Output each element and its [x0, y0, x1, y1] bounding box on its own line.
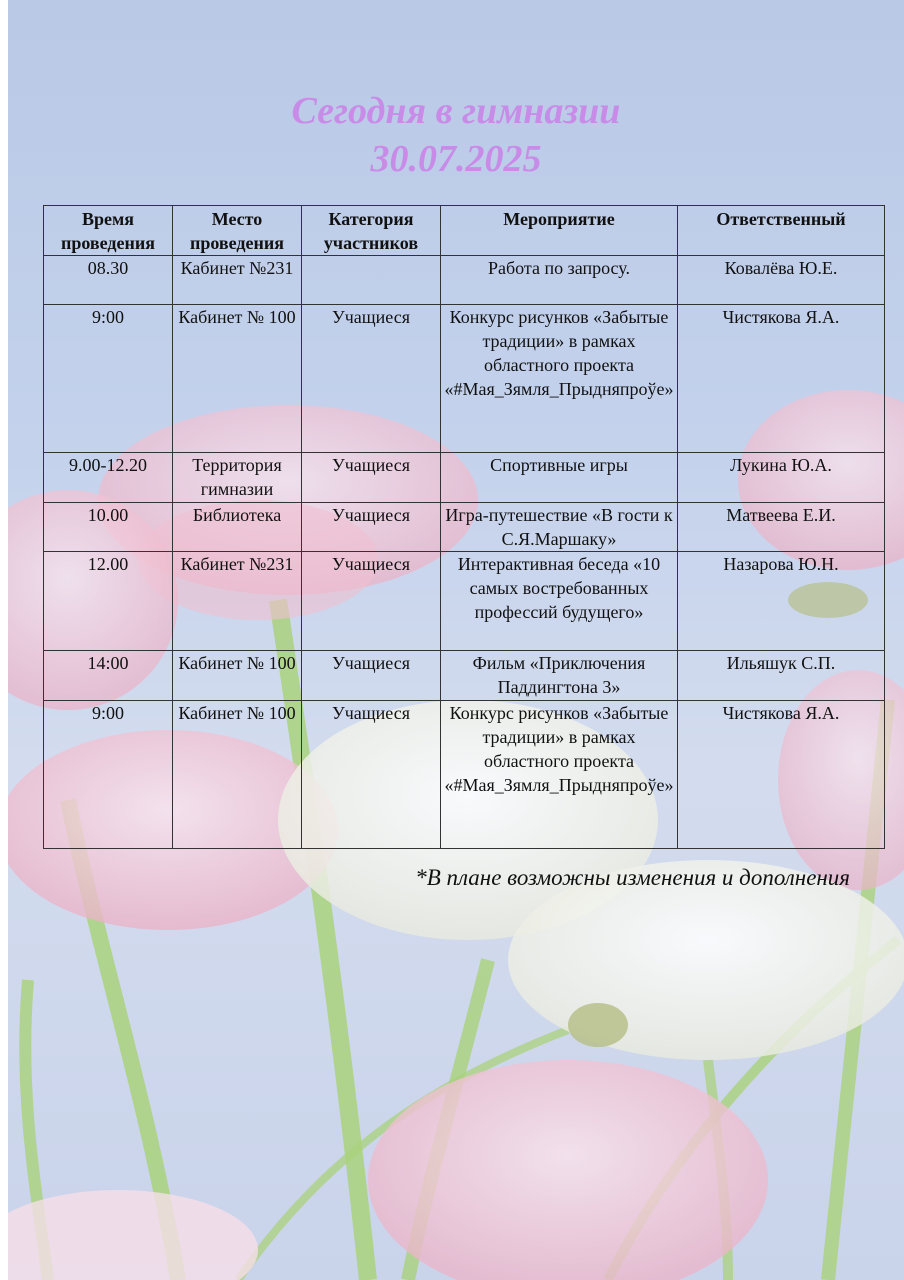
- cell-event: Фильм «Приключения Паддингтона 3»: [441, 651, 678, 701]
- cell-responsible: Чистякова Я.А.: [678, 305, 885, 453]
- table-row: [44, 503, 885, 552]
- page-date: 30.07.2025: [370, 138, 542, 180]
- cell-responsible: Чистякова Я.А.: [678, 701, 885, 849]
- cell-event: Работа по запросу.: [441, 256, 678, 305]
- table-row: [44, 453, 885, 503]
- column-header-category: Категория участников: [302, 206, 441, 256]
- cell-time: 9:00: [44, 701, 173, 849]
- cell-responsible: Ильяшук С.П.: [678, 651, 885, 701]
- cell-event: Интерактивная беседа «10 самых востребованных профессий будущего»: [441, 552, 678, 651]
- cell-category: Учащиеся: [302, 701, 441, 849]
- cell-place: Кабинет № 100: [173, 305, 302, 453]
- cell-event: Спортивные игры: [441, 453, 678, 503]
- cell-place: Кабинет № 100: [173, 651, 302, 701]
- cell-category: Учащиеся: [302, 453, 441, 503]
- poster: [8, 0, 904, 1280]
- cell-place: Кабинет № 100: [173, 701, 302, 849]
- cell-time: 9:00: [44, 305, 173, 453]
- cell-event: Игра-путешествие «В гости к С.Я.Маршаку»: [441, 503, 678, 552]
- cell-time: 12.00: [44, 552, 173, 651]
- table-row: [44, 305, 885, 453]
- cell-category: [302, 256, 441, 305]
- cell-event: Конкурс рисунков «Забытые традиции» в рамках областного проекта «#Мая_Зямля_Прыдняпроўе»: [441, 305, 678, 453]
- column-header-place: Место проведения: [173, 206, 302, 256]
- cell-time: 10.00: [44, 503, 173, 552]
- page-title: Сегодня в гимназии: [291, 90, 621, 132]
- table-row: [44, 552, 885, 651]
- cell-time: 14:00: [44, 651, 173, 701]
- cell-responsible: Ковалёва Ю.Е.: [678, 256, 885, 305]
- cell-time: 08.30: [44, 256, 173, 305]
- table-row: [44, 256, 885, 305]
- cell-responsible: Матвеева Е.И.: [678, 503, 885, 552]
- cell-place: Территория гимназии: [173, 453, 302, 503]
- cell-category: Учащиеся: [302, 651, 441, 701]
- table-header-row: [44, 206, 885, 256]
- cell-category: Учащиеся: [302, 305, 441, 453]
- cell-category: Учащиеся: [302, 552, 441, 651]
- cell-responsible: Лукина Ю.А.: [678, 453, 885, 503]
- cell-category: Учащиеся: [302, 503, 441, 552]
- cell-place: Кабинет №231: [173, 256, 302, 305]
- table-row: [44, 651, 885, 701]
- table-row: [44, 701, 885, 849]
- cell-event: Конкурс рисунков «Забытые традиции» в рамках областного проекта «#Мая_Зямля_Прыдняпроўе»: [441, 701, 678, 849]
- schedule-table: [43, 205, 885, 849]
- changes-note: *В плане возможны изменения и дополнения: [415, 865, 850, 890]
- cell-time: 9.00-12.20: [44, 453, 173, 503]
- cell-place: Кабинет №231: [173, 552, 302, 651]
- column-header-time: Время проведения: [44, 206, 173, 256]
- cell-place: Библиотека: [173, 503, 302, 552]
- column-header-event: Мероприятие: [441, 206, 678, 256]
- cell-responsible: Назарова Ю.Н.: [678, 552, 885, 651]
- column-header-responsible: Ответственный: [678, 206, 885, 256]
